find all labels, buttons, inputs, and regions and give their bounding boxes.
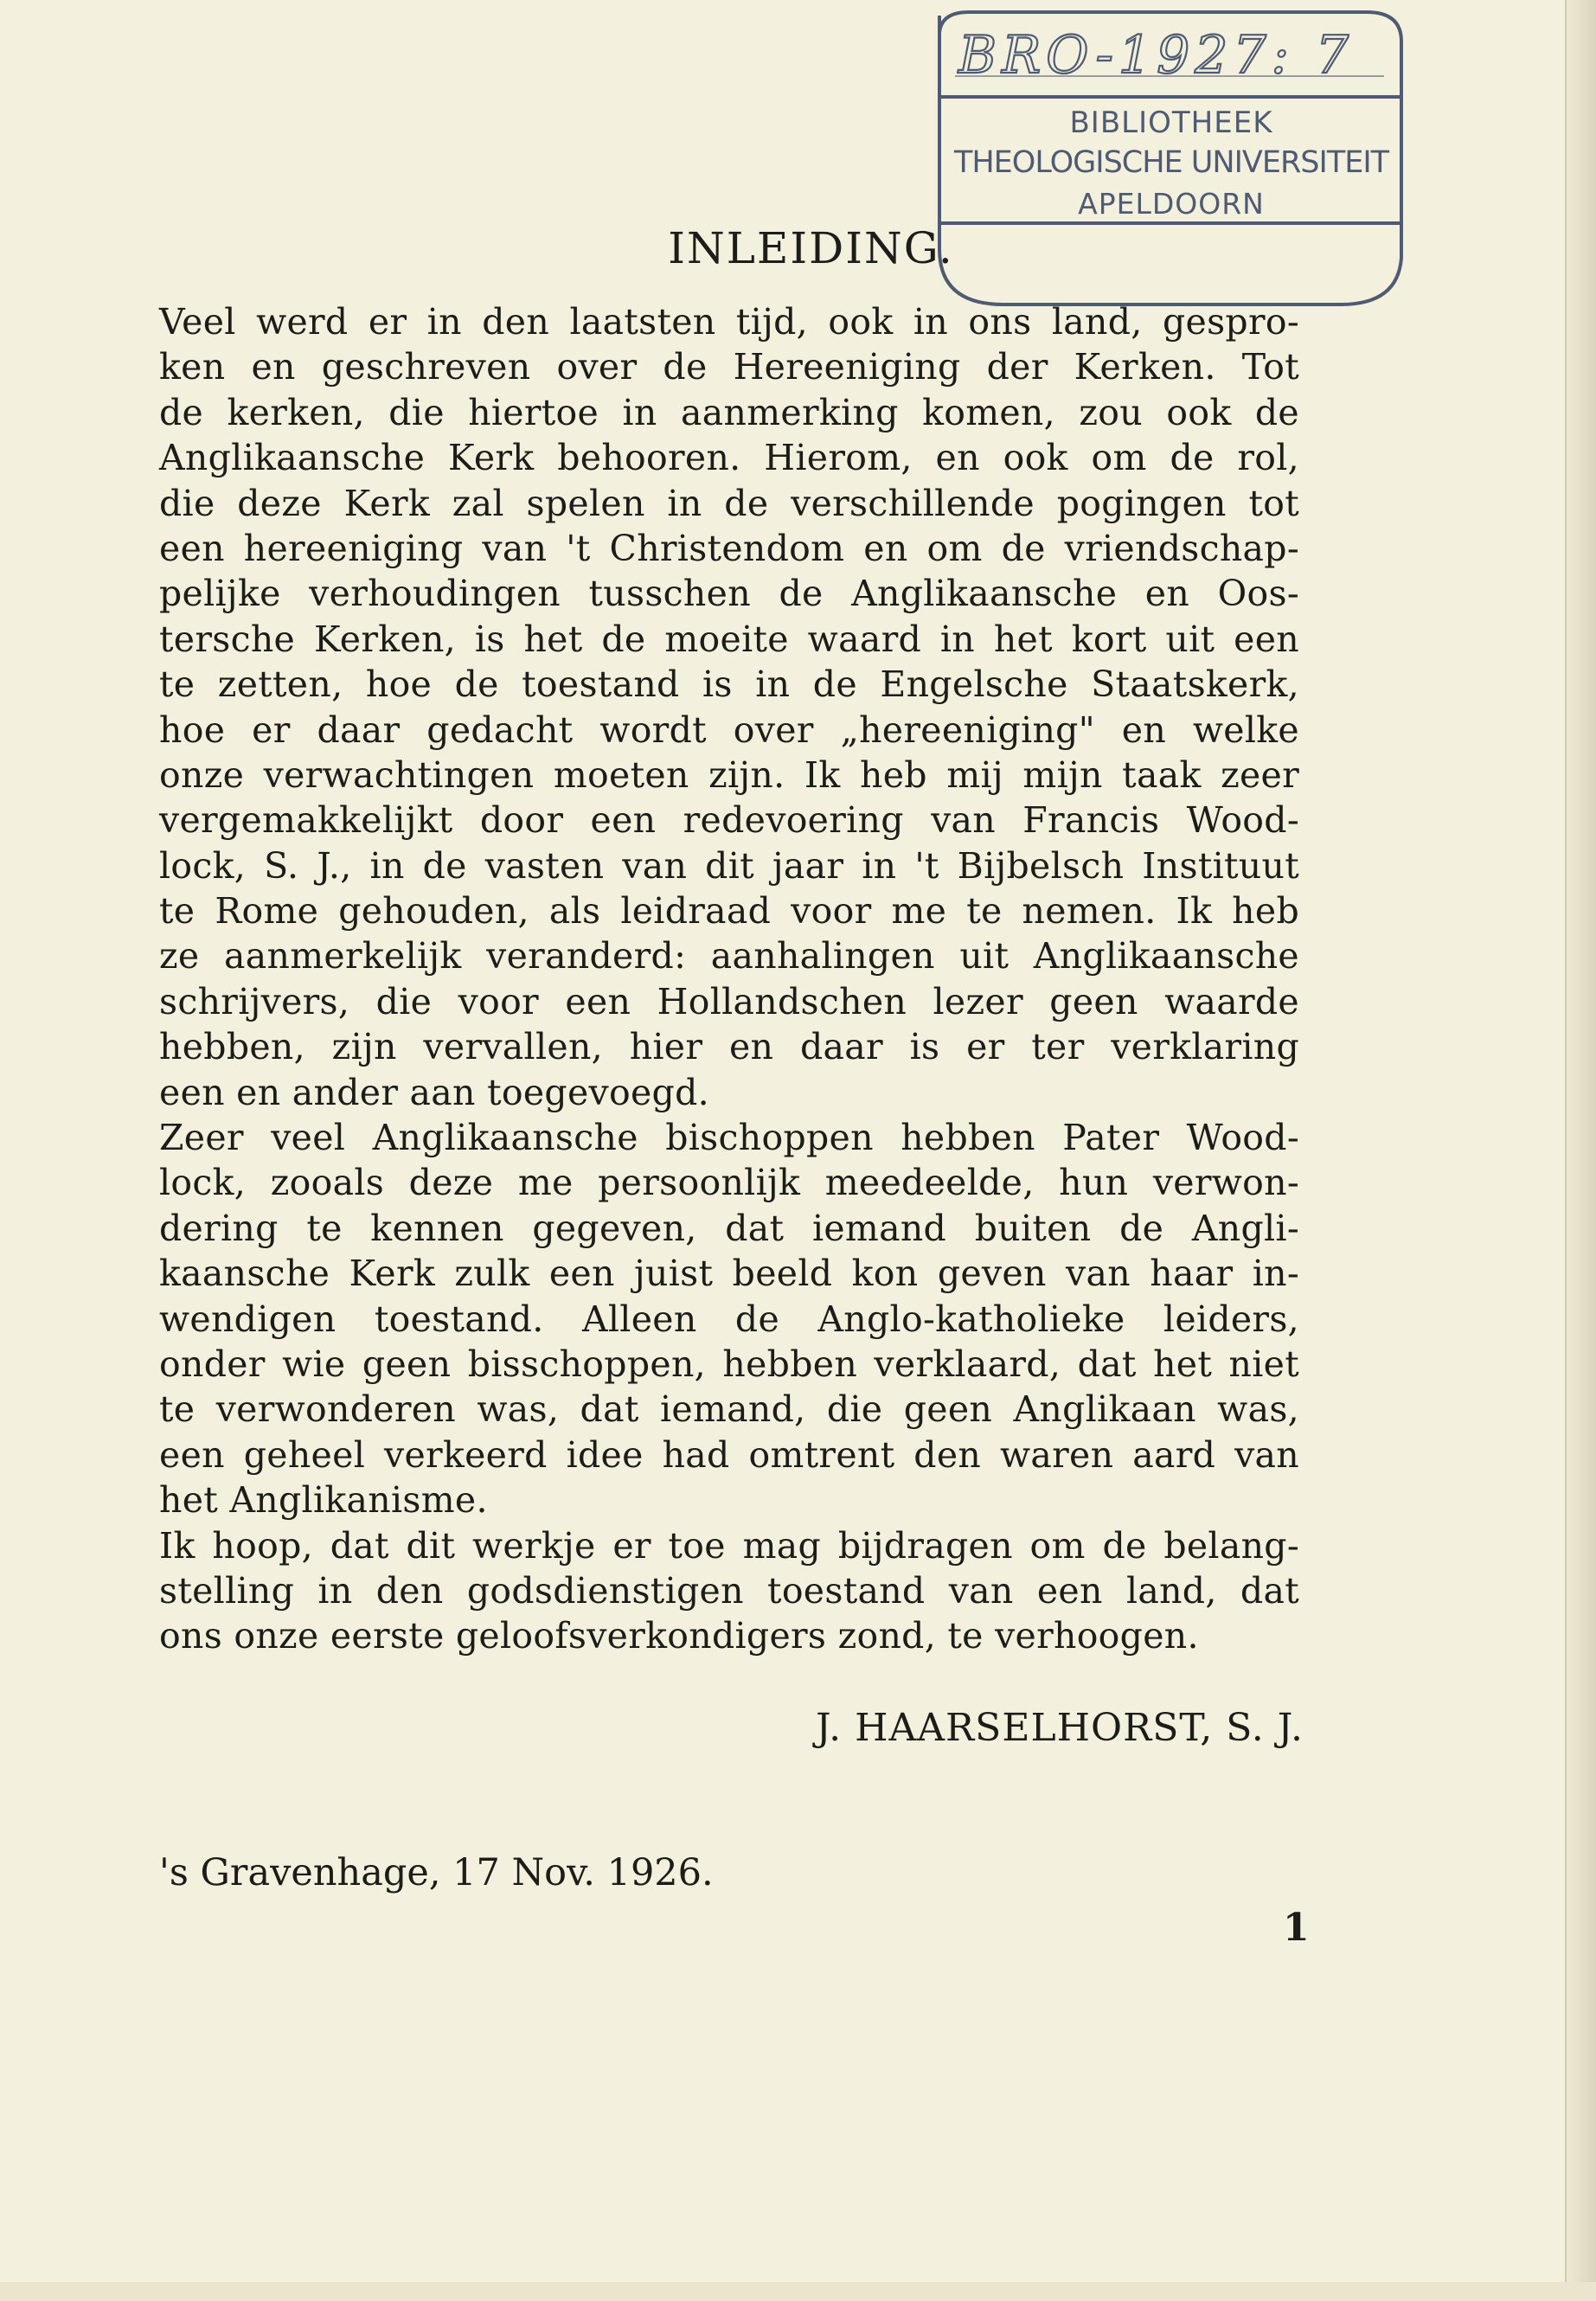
text-line: ons onze eerste geloofsverkondigers zond, te verhoogen. (159, 1615, 1199, 1657)
text-line: te verwonderen was, dat iemand, die geen Anglikaan was, (159, 1388, 1299, 1431)
text-line: ze aanmerkelijk veranderd: aanhalingen uit Anglikaansche (159, 935, 1299, 977)
text-line: ken en geschreven over de Hereeniging der Kerken. Tot (159, 346, 1299, 388)
text-line: schrijvers, die voor een Hollandschen lezer geen waarde (159, 980, 1299, 1022)
text-line: vergemakkelijkt door een redevoering van Francis Wood- (159, 799, 1299, 842)
text-line: Veel werd er in den laatsten tijd, ook in ons land, gespro- (159, 301, 1299, 343)
text-line: hebben, zijn vervallen, hier en daar is er ter verklaring (159, 1026, 1299, 1068)
text-line: te zetten, hoe de toestand is in de Engelsche Staatskerk, (159, 663, 1299, 706)
chapter-heading-text: INLEIDING. (668, 223, 954, 273)
paragraph (159, 1523, 1299, 1659)
text-line: die deze Kerk zal spelen in de verschillende pogingen tot (159, 482, 1299, 524)
stamp-shelfmark-text: BRO-1927: 7 (958, 25, 1355, 86)
text-line: kaansche Kerk zulk een juist beeld kon geven van haar in- (159, 1253, 1299, 1295)
text-line: Anglikaansche Kerk behooren. Hierom, en ook om de rol, (159, 437, 1299, 479)
page-edge (1565, 0, 1596, 2301)
body-text (159, 299, 1299, 1659)
page-bottom-band (0, 2282, 1596, 2301)
text-line: Ik hoop, dat dit werkje er toe mag bijdragen om de belang- (159, 1524, 1299, 1567)
text-line: stelling in den godsdienstigen toestand van een land, dat (159, 1569, 1299, 1612)
text-line: de kerken, die hiertoe in aanmerking komen, zou ook de (159, 391, 1299, 433)
text-line: een hereeniging van 't Christendom en om de vriendschap- (159, 527, 1299, 569)
text-line: dering te kennen gegeven, dat iemand buiten de Angli- (159, 1207, 1299, 1249)
text-line: pelijke verhoudingen tusschen de Anglikaansche en Oos- (159, 573, 1299, 615)
text-line: Zeer veel Anglikaansche bischoppen hebben Pater Wood- (159, 1117, 1299, 1159)
stamp-shelfmark (946, 12, 1396, 95)
stamp-library: BIBLIOTHEEK (1069, 106, 1273, 140)
author-signature: J. HAARSELHORST, S. J. (815, 1706, 1304, 1750)
stamp-university: THEOLOGISCHE UNIVERSITEIT (953, 145, 1389, 180)
text-line: een en ander aan toegevoegd. (159, 1071, 709, 1113)
chapter-heading (0, 223, 1596, 273)
paragraph (159, 1115, 1299, 1523)
text-line: onder wie geen bisschoppen, hebben verklaard, dat het niet (159, 1343, 1299, 1385)
text-line: onze verwachtingen moeten zijn. Ik heb mij mijn taak zeer (159, 753, 1299, 796)
stamp-city: APELDOORN (1078, 187, 1265, 221)
text-line: hoe er daar gedacht wordt over „hereeniging" en welke (159, 708, 1299, 751)
text-line: te Rome gehouden, als leidraad voor me te nemen. Ik heb (159, 890, 1299, 933)
text-line: wendigen toestand. Alleen de Anglo-katholieke leiders, (159, 1298, 1299, 1340)
page-number: 1 (1283, 1906, 1310, 1950)
text-line: tersche Kerken, is het de moeite waard in het kort uit een (159, 618, 1299, 660)
text-line: lock, S. J., in de vasten van dit jaar in 't Bijbelsch Instituut (159, 844, 1299, 887)
text-line: lock, zooals deze me persoonlijk meedeelde, hun verwon- (159, 1162, 1299, 1204)
paragraph (159, 299, 1299, 1115)
text-line: het Anglikanisme. (159, 1479, 488, 1522)
place-date: 's Gravenhage, 17 Nov. 1926. (159, 1851, 714, 1894)
text-line: een geheel verkeerd idee had omtrent den waren aard van (159, 1433, 1299, 1476)
